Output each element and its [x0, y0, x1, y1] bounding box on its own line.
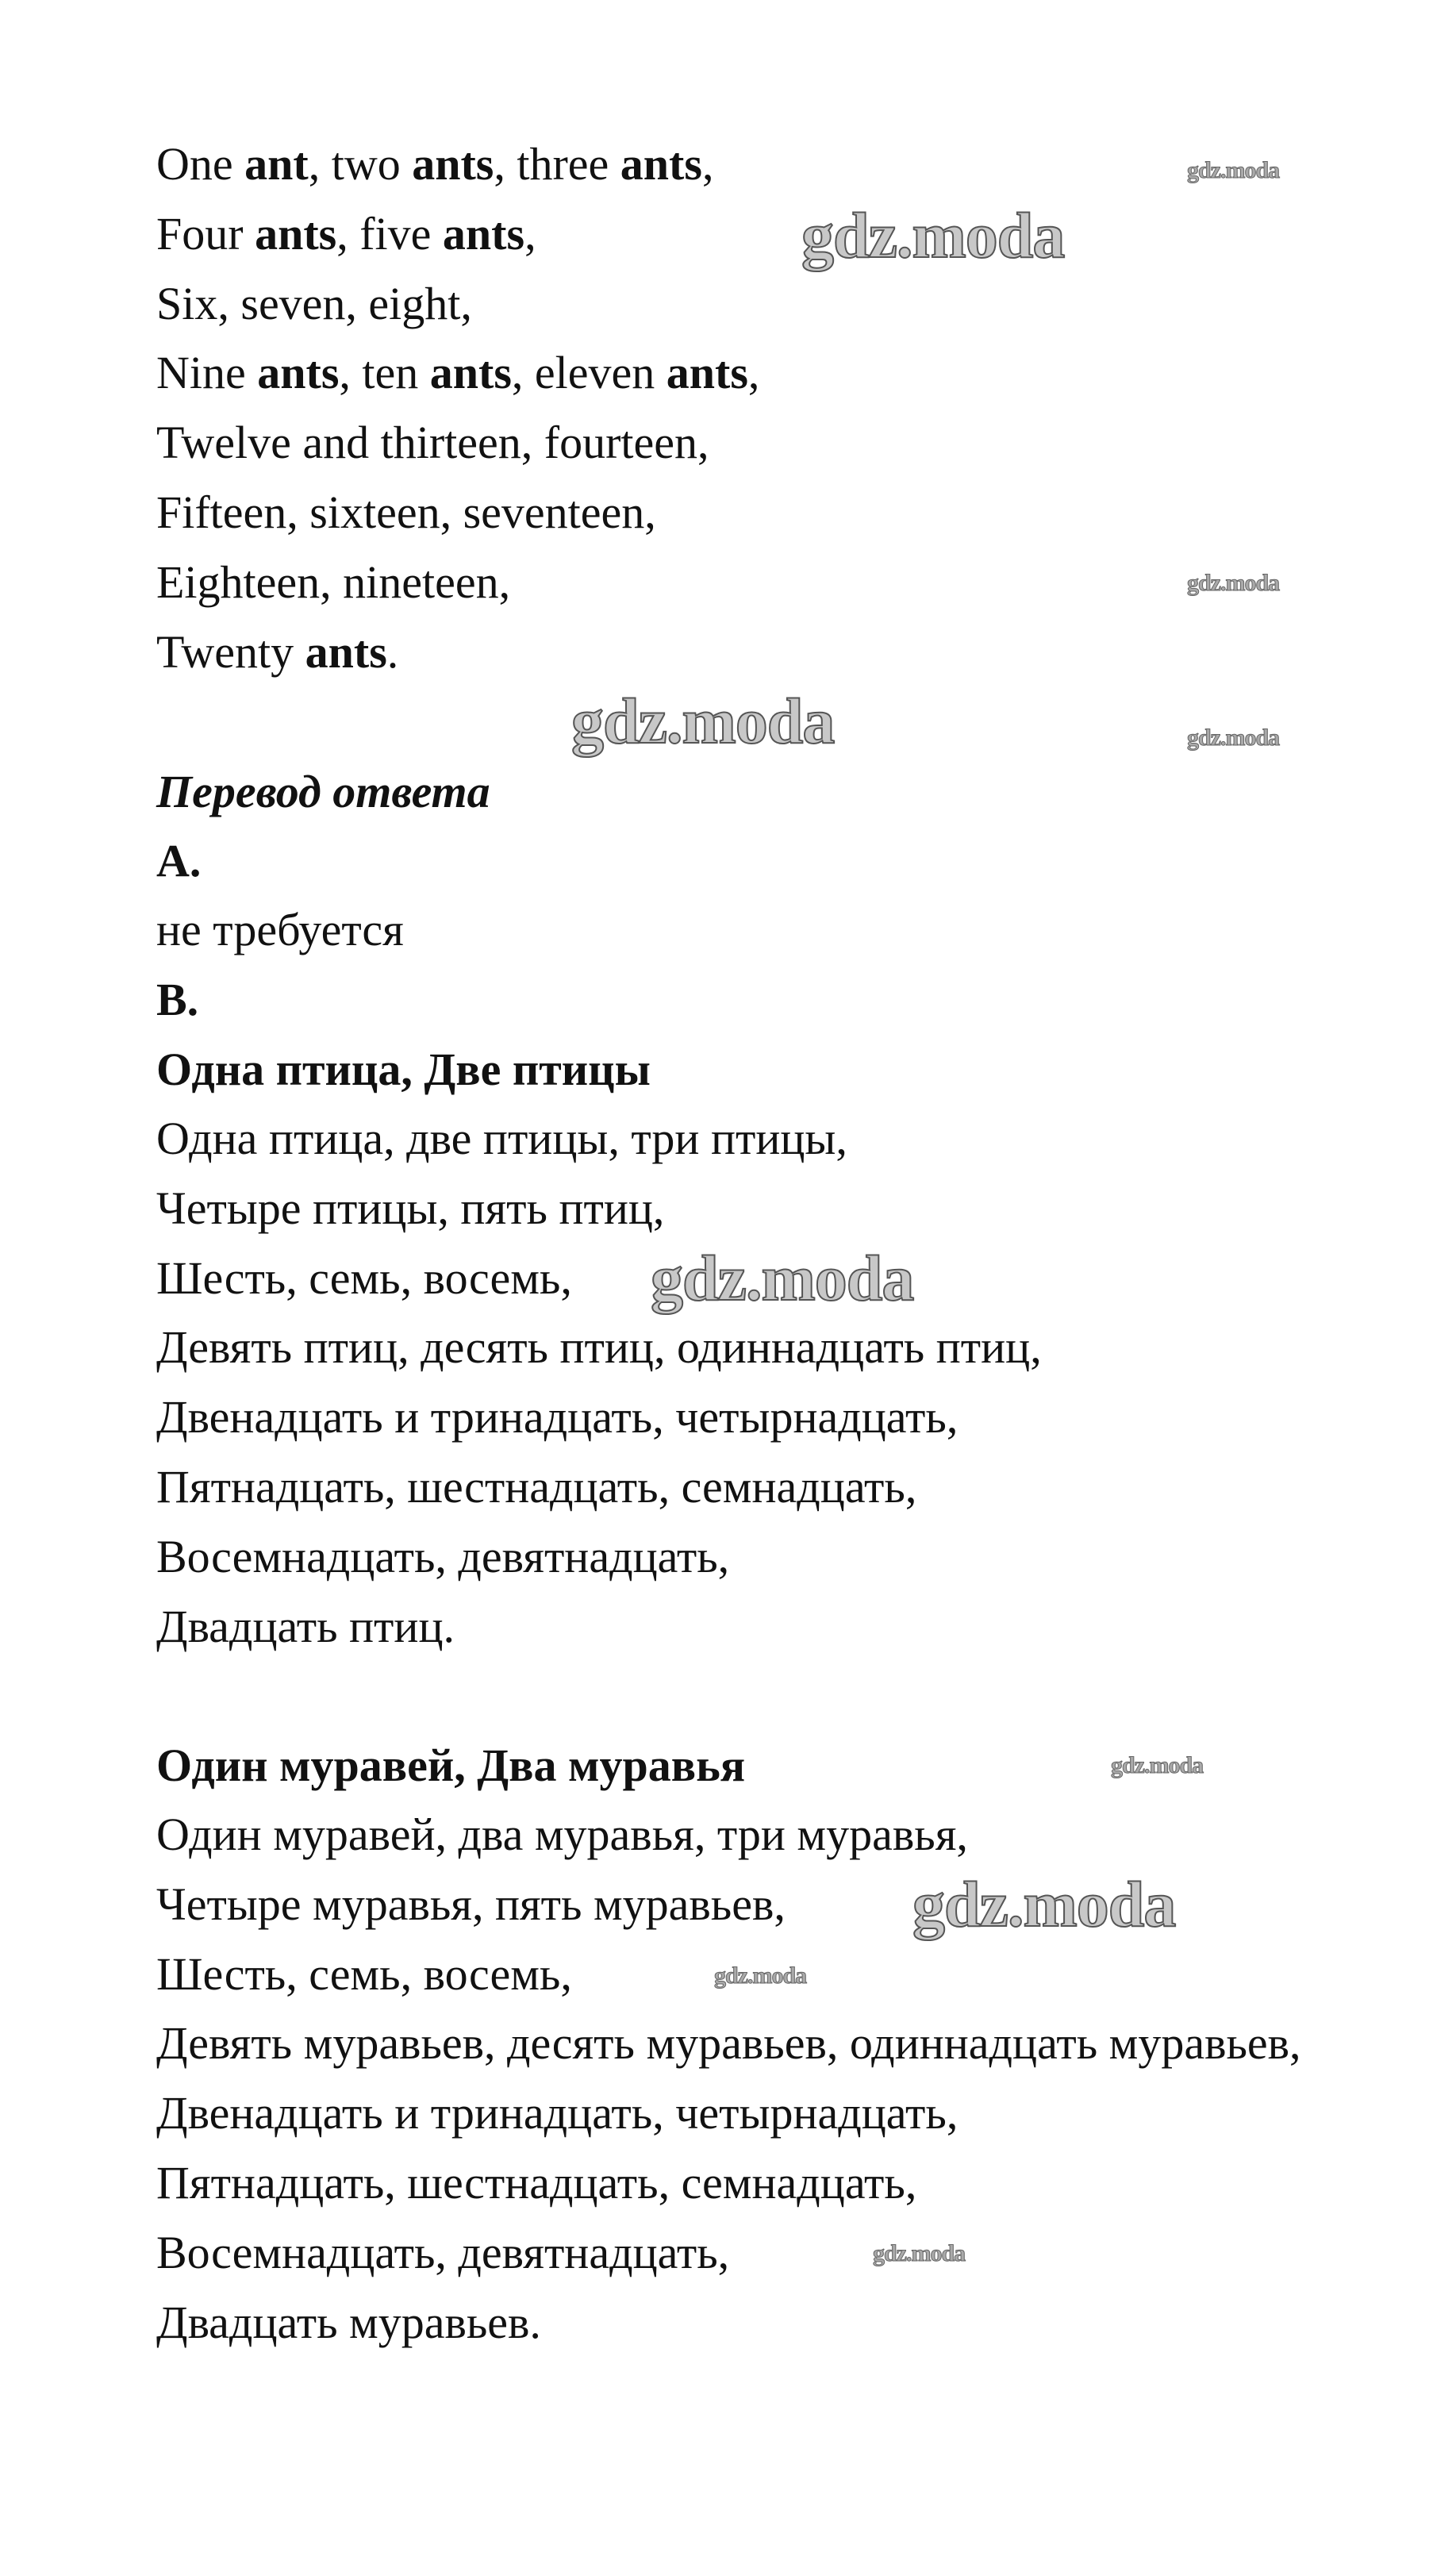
watermark: gdz.moda — [1187, 570, 1280, 596]
text-segment: , — [701, 138, 714, 190]
translation-heading: Перевод ответа — [156, 766, 490, 817]
poem-line — [156, 129, 713, 199]
section-a-text: не требуется — [156, 904, 404, 955]
watermark: gdz.moda — [651, 1242, 914, 1314]
watermark: gdz.moda — [571, 685, 835, 757]
text-segment: , — [747, 347, 760, 398]
text-segment: Fifteen, sixteen, seventeen, — [156, 486, 656, 538]
text-segment: Twenty — [156, 626, 305, 678]
text-segment: Eighteen, nineteen, — [156, 556, 511, 608]
bold-word: ants — [255, 208, 337, 259]
text-segment: , five — [336, 208, 443, 259]
poem-line — [156, 408, 709, 478]
birds-title: Одна птица, Две птицы — [156, 1044, 651, 1095]
bold-word: ants — [412, 138, 494, 190]
ants-line: Девять муравьев, десять муравьев, одиннадцать муравьев, — [156, 2017, 1301, 2069]
text-segment: Nine — [156, 347, 258, 398]
birds-line: Шесть, семь, восемь, — [156, 1252, 572, 1304]
ants-line: Восемнадцать, девятнадцать, — [156, 2227, 730, 2278]
text-segment: Twelve and thirteen, fourteen, — [156, 417, 709, 468]
ants-line: Двадцать муравьев. — [156, 2297, 541, 2348]
birds-line: Пятнадцать, шестнадцать, семнадцать, — [156, 1461, 917, 1513]
ants-line: Шесть, семь, восемь, — [156, 1948, 572, 2000]
bold-word: ants — [305, 626, 387, 678]
bold-word: ants — [429, 347, 512, 398]
text-segment: Four — [156, 208, 255, 259]
birds-line: Двенадцать и тринадцать, четырнадцать, — [156, 1391, 959, 1443]
watermark: gdz.moda — [1187, 157, 1280, 183]
watermark: gdz.moda — [801, 199, 1065, 271]
poem-line — [156, 199, 536, 269]
section-b-label: B. — [156, 974, 199, 1025]
watermark: gdz.moda — [1187, 725, 1280, 751]
watermark: gdz.moda — [1111, 1752, 1204, 1778]
text-segment: Six, seven, eight, — [156, 278, 472, 329]
bold-word: ants — [257, 347, 340, 398]
poem-line — [156, 548, 510, 617]
ants-line: Четыре муравья, пять муравьев, — [156, 1878, 786, 1930]
text-segment: . — [386, 626, 399, 678]
watermark: gdz.moda — [873, 2240, 966, 2266]
birds-line: Восемнадцать, девятнадцать, — [156, 1531, 730, 1582]
ants-line: Пятнадцать, шестнадцать, семнадцать, — [156, 2157, 917, 2208]
bold-word: ants — [442, 208, 525, 259]
text-segment: , two — [308, 138, 413, 190]
birds-line: Девять птиц, десять птиц, одиннадцать птиц, — [156, 1321, 1042, 1373]
birds-line: Двадцать птиц. — [156, 1601, 455, 1652]
bold-word: ants — [620, 138, 702, 190]
birds-line: Четыре птицы, пять птиц, — [156, 1182, 665, 1234]
watermark: gdz.moda — [714, 1962, 807, 1989]
bold-word: ant — [244, 138, 309, 190]
text-segment: One — [156, 138, 245, 190]
section-a-label: A. — [156, 835, 202, 886]
text-segment: , — [524, 208, 536, 259]
text-segment: , ten — [339, 347, 430, 398]
watermark: gdz.moda — [912, 1868, 1176, 1940]
poem-line — [156, 617, 398, 687]
ants-line: Один муравей, два муравья, три муравья, — [156, 1809, 968, 1860]
poem-line — [156, 269, 472, 339]
poem-line — [156, 338, 759, 408]
text-segment: , three — [494, 138, 620, 190]
text-segment: , eleven — [511, 347, 667, 398]
birds-line: Одна птица, две птицы, три птицы, — [156, 1113, 847, 1164]
ants-line: Двенадцать и тринадцать, четырнадцать, — [156, 2087, 959, 2139]
poem-line — [156, 478, 656, 548]
ants-title: Один муравей, Два муравья — [156, 1739, 746, 1791]
bold-word: ants — [666, 347, 748, 398]
